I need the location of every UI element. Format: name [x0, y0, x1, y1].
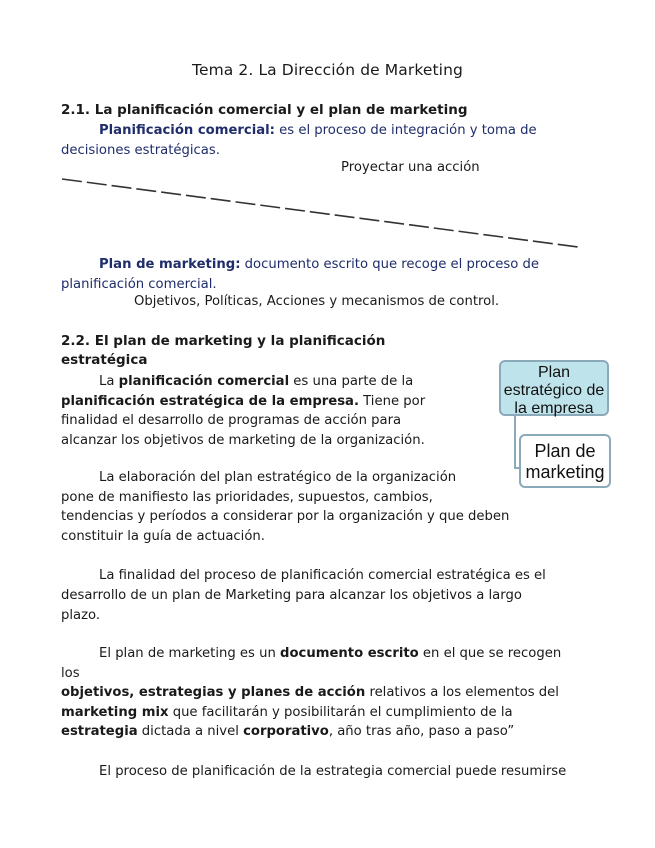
text-line: constituir la guía de actuación. — [61, 528, 265, 544]
definition-plan-marketing — [61, 255, 601, 294]
paragraph-5 — [61, 762, 601, 782]
text: La — [99, 374, 119, 389]
text: es una parte de la — [289, 374, 414, 389]
bold-text: marketing mix — [61, 704, 169, 720]
definition-text: documento escrito que recoge el proceso de — [240, 257, 540, 272]
section-heading-2-2 — [61, 332, 385, 370]
text-line: El proceso de planificación de la estrategia comercial puede resumirse — [99, 764, 567, 779]
bold-text: documento escrito — [280, 646, 419, 661]
bold-text: corporativo — [243, 724, 329, 739]
text-line: alcanzar los objetivos de marketing de la organización. — [61, 432, 425, 448]
definition-planificacion — [61, 121, 601, 160]
text-line: plazo. — [61, 608, 101, 623]
section-heading-2-1: 2.1. La planificación comercial y el plan de marketing — [61, 102, 468, 118]
box-plan-estrategico: Plan estratégico de la empresa — [499, 360, 609, 416]
text-line: La finalidad del proceso de planificación comercial estratégica es el — [99, 568, 546, 583]
heading-line: 2.2. El plan de marketing y la planificación — [61, 333, 386, 349]
text: , año tras año, paso a paso” — [328, 724, 515, 739]
text-line: desarrollo de un plan de Marketing para alcanzar los objetivos a largo — [61, 588, 522, 603]
heading-line: estratégica — [61, 352, 148, 368]
text: relativos a los elementos del — [365, 685, 559, 700]
definition-text: es el proceso de integración y toma de — [274, 123, 537, 138]
page-title: Tema 2. La Dirección de Marketing — [192, 61, 463, 79]
paragraph-2 — [61, 468, 601, 546]
definition-text-cont: decisiones estratégicas. — [61, 142, 220, 158]
text-line: finalidad el desarrollo de programas de acción para — [61, 413, 402, 428]
text-line: los — [61, 665, 80, 681]
dashed-diagonal-line — [60, 175, 585, 255]
term-planificacion: Planificación comercial: — [99, 123, 275, 138]
plan-elements-line: Objetivos, Políticas, Acciones y mecanismos de control. — [134, 294, 500, 309]
bold-text: planificación estratégica de la empresa. — [61, 393, 359, 409]
paragraph-4 — [61, 644, 601, 742]
bold-text: objetivos, estrategias y planes de acción — [61, 685, 366, 700]
text: en el que se recogen — [418, 646, 562, 661]
text-line: pone de manifiesto las prioridades, supuestos, cambios, — [61, 489, 433, 505]
text-line: tendencias y períodos a considerar por la organización y que deben — [61, 509, 510, 524]
center-phrase: Proyectar una acción — [341, 160, 480, 175]
text-line: La elaboración del plan estratégico de la organización — [99, 470, 457, 485]
paragraph-3 — [61, 566, 601, 626]
text: Tiene por — [358, 393, 426, 409]
bold-text: planificación comercial — [118, 374, 290, 389]
term-plan-marketing: Plan de marketing: — [99, 257, 241, 272]
bold-text: estrategia — [61, 724, 138, 739]
box-plan-marketing: Plan de marketing — [519, 434, 611, 488]
text: El plan de marketing es un — [99, 646, 280, 661]
definition-text-cont: planificación comercial. — [61, 276, 217, 292]
paragraph-1 — [61, 372, 481, 450]
text: dictada a nivel — [137, 724, 244, 739]
text: que facilitarán y posibilitarán el cumplimiento de la — [168, 704, 513, 720]
